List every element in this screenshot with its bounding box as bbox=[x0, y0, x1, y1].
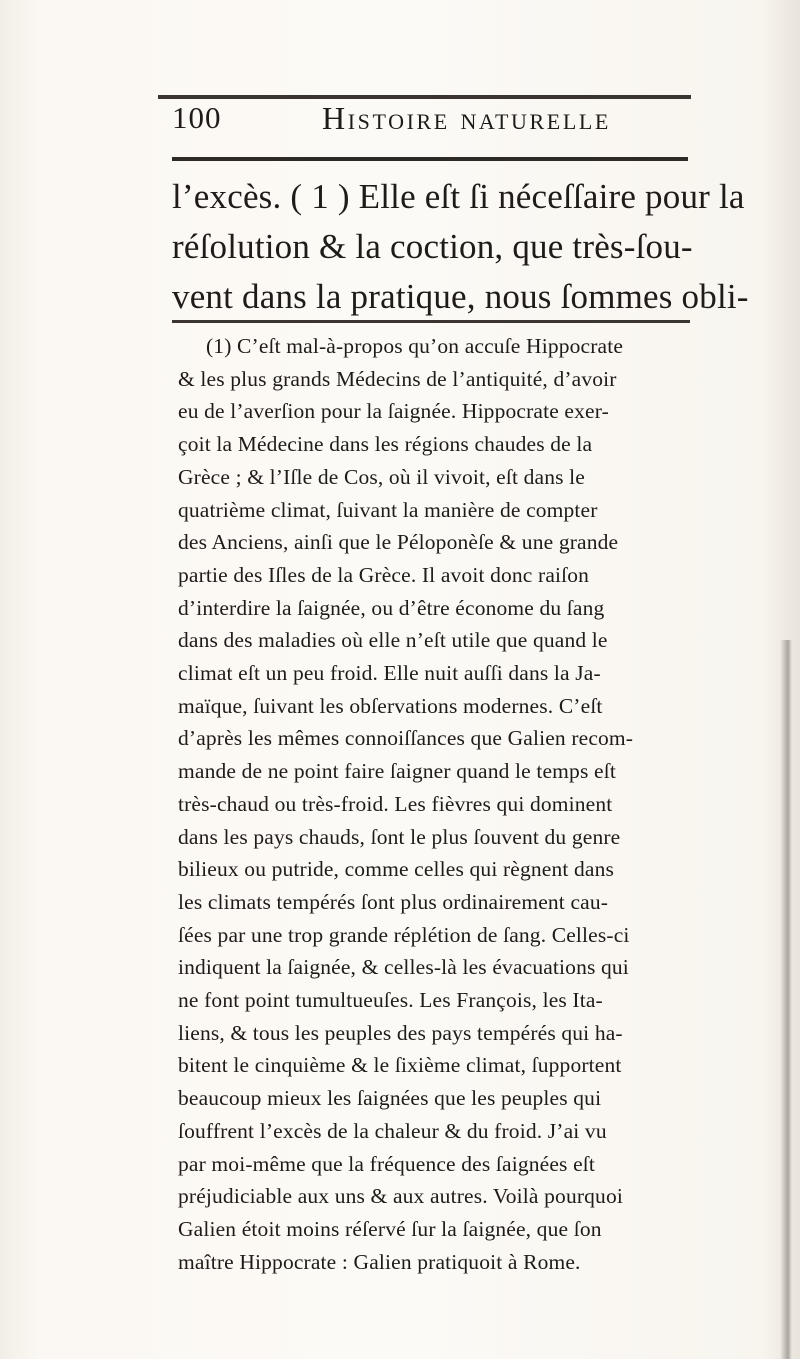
main-text-line: l’excès. ( 1 ) Elle eſt ſi néceſſaire pour la bbox=[172, 177, 745, 216]
footnote-line: des Anciens, ainſi que le Péloponèſe & une grande bbox=[178, 530, 619, 555]
footnote-line: & les plus grands Médecins de l’antiquité, d’avoir bbox=[178, 366, 617, 391]
footnote-line: quatrième climat, ſuivant la manière de compter bbox=[178, 497, 598, 522]
footnote-line: çoit la Médecine dans les régions chaudes de la bbox=[178, 432, 593, 457]
footnote bbox=[178, 330, 696, 1278]
running-title: Histoire naturelle bbox=[322, 100, 611, 136]
footnote-line: mande de ne point faire ſaigner quand le temps eſt bbox=[178, 759, 616, 784]
footnote-line: ne font point tumultueuſes. Les François, les Ita- bbox=[178, 988, 603, 1013]
footnote-line: maïque, ſuivant les obſervations modernes. C’eſt bbox=[178, 693, 603, 718]
footnote-line: liens, & tous les peuples des pays tempérés qui ha- bbox=[178, 1020, 623, 1045]
footnote-line: beaucoup mieux les ſaignées que les peuples qui bbox=[178, 1086, 602, 1111]
footnote-line: bilieux ou putride, comme celles qui règnent dans bbox=[178, 857, 615, 882]
footnote-line: préjudiciable aux uns & aux autres. Voilà pourquoi bbox=[178, 1184, 623, 1209]
main-text bbox=[172, 172, 749, 322]
footnote-line: Grèce ; & l’Iſle de Cos, où il vivoit, eſt dans le bbox=[178, 464, 585, 489]
footnote-line: ſouffrent l’excès de la chaleur & du froid. J’ai vu bbox=[178, 1118, 607, 1143]
top-rule bbox=[158, 95, 691, 99]
footnote-line: dans des maladies où elle n’eſt utile que quand le bbox=[178, 628, 608, 653]
main-text-line: réſolution & la coction, que très-ſou- bbox=[172, 227, 693, 266]
footnote-line: eu de l’averſion pour la ſaignée. Hippocrate exer- bbox=[178, 399, 609, 424]
main-text-line: vent dans la pratique, nous ſommes obli- bbox=[172, 277, 749, 316]
footnote-line: indiquent la ſaignée, & celles-là les évacuations qui bbox=[178, 955, 629, 980]
footnote-line: dans les pays chauds, ſont le plus ſouvent du genre bbox=[178, 824, 621, 849]
footnote-line: les climats tempérés ſont plus ordinairement cau- bbox=[178, 889, 609, 914]
footnote-line: (1) C’eſt mal-à-propos qu’on accuſe Hippocrate bbox=[206, 334, 624, 358]
page-header bbox=[172, 100, 692, 155]
footnote-line: maître Hippocrate : Galien pratiquoit à Rome. bbox=[178, 1249, 581, 1274]
page-edge-shadow bbox=[780, 640, 792, 1359]
page-number: 100 bbox=[172, 100, 222, 135]
footnote-line: partie des Iſles de la Grèce. Il avoit donc raiſon bbox=[178, 562, 590, 587]
footnote-line: Galien étoit moins réſervé ſur la ſaignée, que ſon bbox=[178, 1216, 602, 1241]
footnote-rule bbox=[172, 320, 690, 323]
footnote-line: d’après les mêmes connoiſſances que Galien recom- bbox=[178, 726, 634, 751]
header-rule bbox=[172, 157, 688, 161]
footnote-line: par moi-même que la fréquence des ſaignées eſt bbox=[178, 1151, 596, 1176]
footnote-line: climat eſt un peu froid. Elle nuit auſſi dans la Ja- bbox=[178, 661, 601, 686]
footnote-line: bitent le cinquième & le ſixième climat, ſupportent bbox=[178, 1053, 622, 1078]
footnote-line: d’interdire la ſaignée, ou d’être économe du ſang bbox=[178, 595, 605, 620]
footnote-line: ſées par une trop grande réplétion de ſang. Celles-ci bbox=[178, 922, 630, 947]
footnote-line: très-chaud ou très-froid. Les fièvres qui dominent bbox=[178, 791, 613, 816]
